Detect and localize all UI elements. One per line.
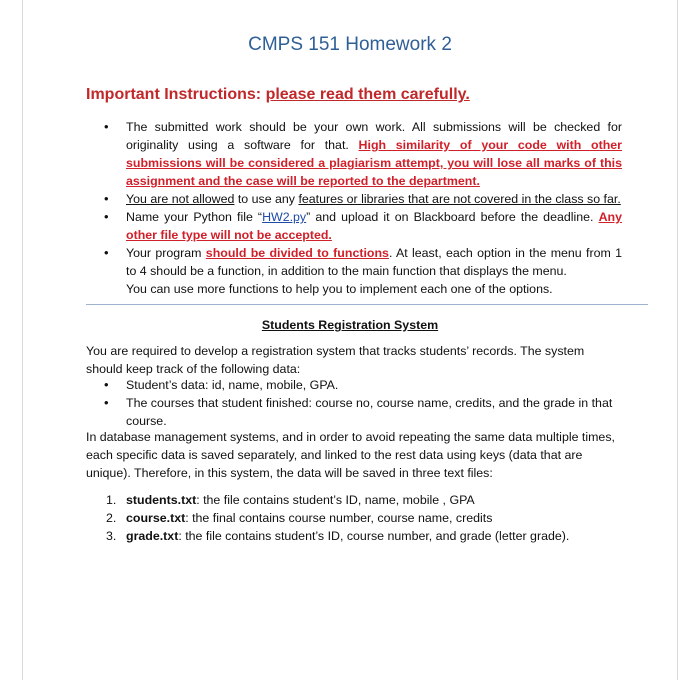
instruction-item (86, 244, 622, 298)
file-item (86, 509, 626, 527)
data-item: • The courses that student finished: course no, course name, credits, and the grade in that course. (86, 394, 622, 430)
instructions-list (86, 118, 622, 298)
file-number: 3. (106, 529, 117, 543)
files-list (86, 491, 626, 545)
document-title: CMPS 151 Homework 2 (248, 34, 452, 55)
instruction-text: You can use more functions to help you to implement each one of the options. (126, 282, 553, 296)
section-divider (86, 304, 648, 305)
instruction-item (86, 118, 622, 190)
file-name: students.txt (126, 493, 197, 507)
filename-link[interactable]: HW2.py (262, 210, 307, 224)
important-heading (86, 86, 470, 104)
instruction-item (86, 208, 622, 244)
instruction-text: to use any (234, 192, 299, 206)
file-name: grade.txt (126, 529, 179, 543)
important-prefix: Important Instructions: (86, 86, 266, 103)
functions-requirement: should be divided to functions (205, 246, 389, 260)
file-number: 1. (106, 493, 117, 507)
libraries-text: features or libraries that are not covered in the class so far. (298, 192, 621, 206)
not-allowed-text: You are not allowed (126, 192, 235, 206)
page-right-edge (677, 0, 678, 680)
file-item (86, 527, 626, 545)
instruction-text: . At least, each option in the menu from 1 to 4 should be a function, in addition to the main function that displays the menu. (126, 246, 622, 278)
plagiarism-warning: High similarity of your code with other submissions will be considered a plagiarism attempt, you will lose all marks of this assignment and the case will be reported to the department. (126, 138, 622, 188)
data-list (86, 376, 622, 430)
file-item (86, 491, 626, 509)
instruction-text: Name your Python file “ (126, 210, 263, 224)
file-name: course.txt (126, 511, 186, 525)
important-emphasis: please read them carefully. (265, 86, 470, 103)
page-left-edge (22, 0, 23, 680)
instruction-text: The submitted work should be your own work. All submissions will be checked for originality using a software for that. (126, 120, 622, 152)
file-number: 2. (106, 511, 117, 525)
instruction-text: ” and upload it on Blackboard before the deadline. (306, 210, 599, 224)
instruction-text: Your program (126, 246, 206, 260)
file-type-warning: Any other file type will not be accepted. (126, 210, 622, 242)
instruction-item (86, 190, 622, 208)
intro-paragraph: You are required to develop a registration system that tracks students’ records. The system should keep track of the following data: (86, 344, 585, 376)
data-item: • Student’s data: id, name, mobile, GPA. (86, 376, 622, 394)
file-description: : the file contains student’s ID, name, mobile , GPA (196, 493, 475, 507)
database-paragraph: In database management systems, and in order to avoid repeating the same data multiple times, each specific data is saved separately, and linked to the rest data using keys (data that are unique). Therefore, in this system, the data will be saved in three text files: (86, 430, 615, 480)
file-description: : the final contains course number, course name, credits (185, 511, 493, 525)
file-description: : the file contains student’s ID, course number, and grade (letter grade). (178, 529, 570, 543)
section-title: Students Registration System (261, 318, 439, 332)
